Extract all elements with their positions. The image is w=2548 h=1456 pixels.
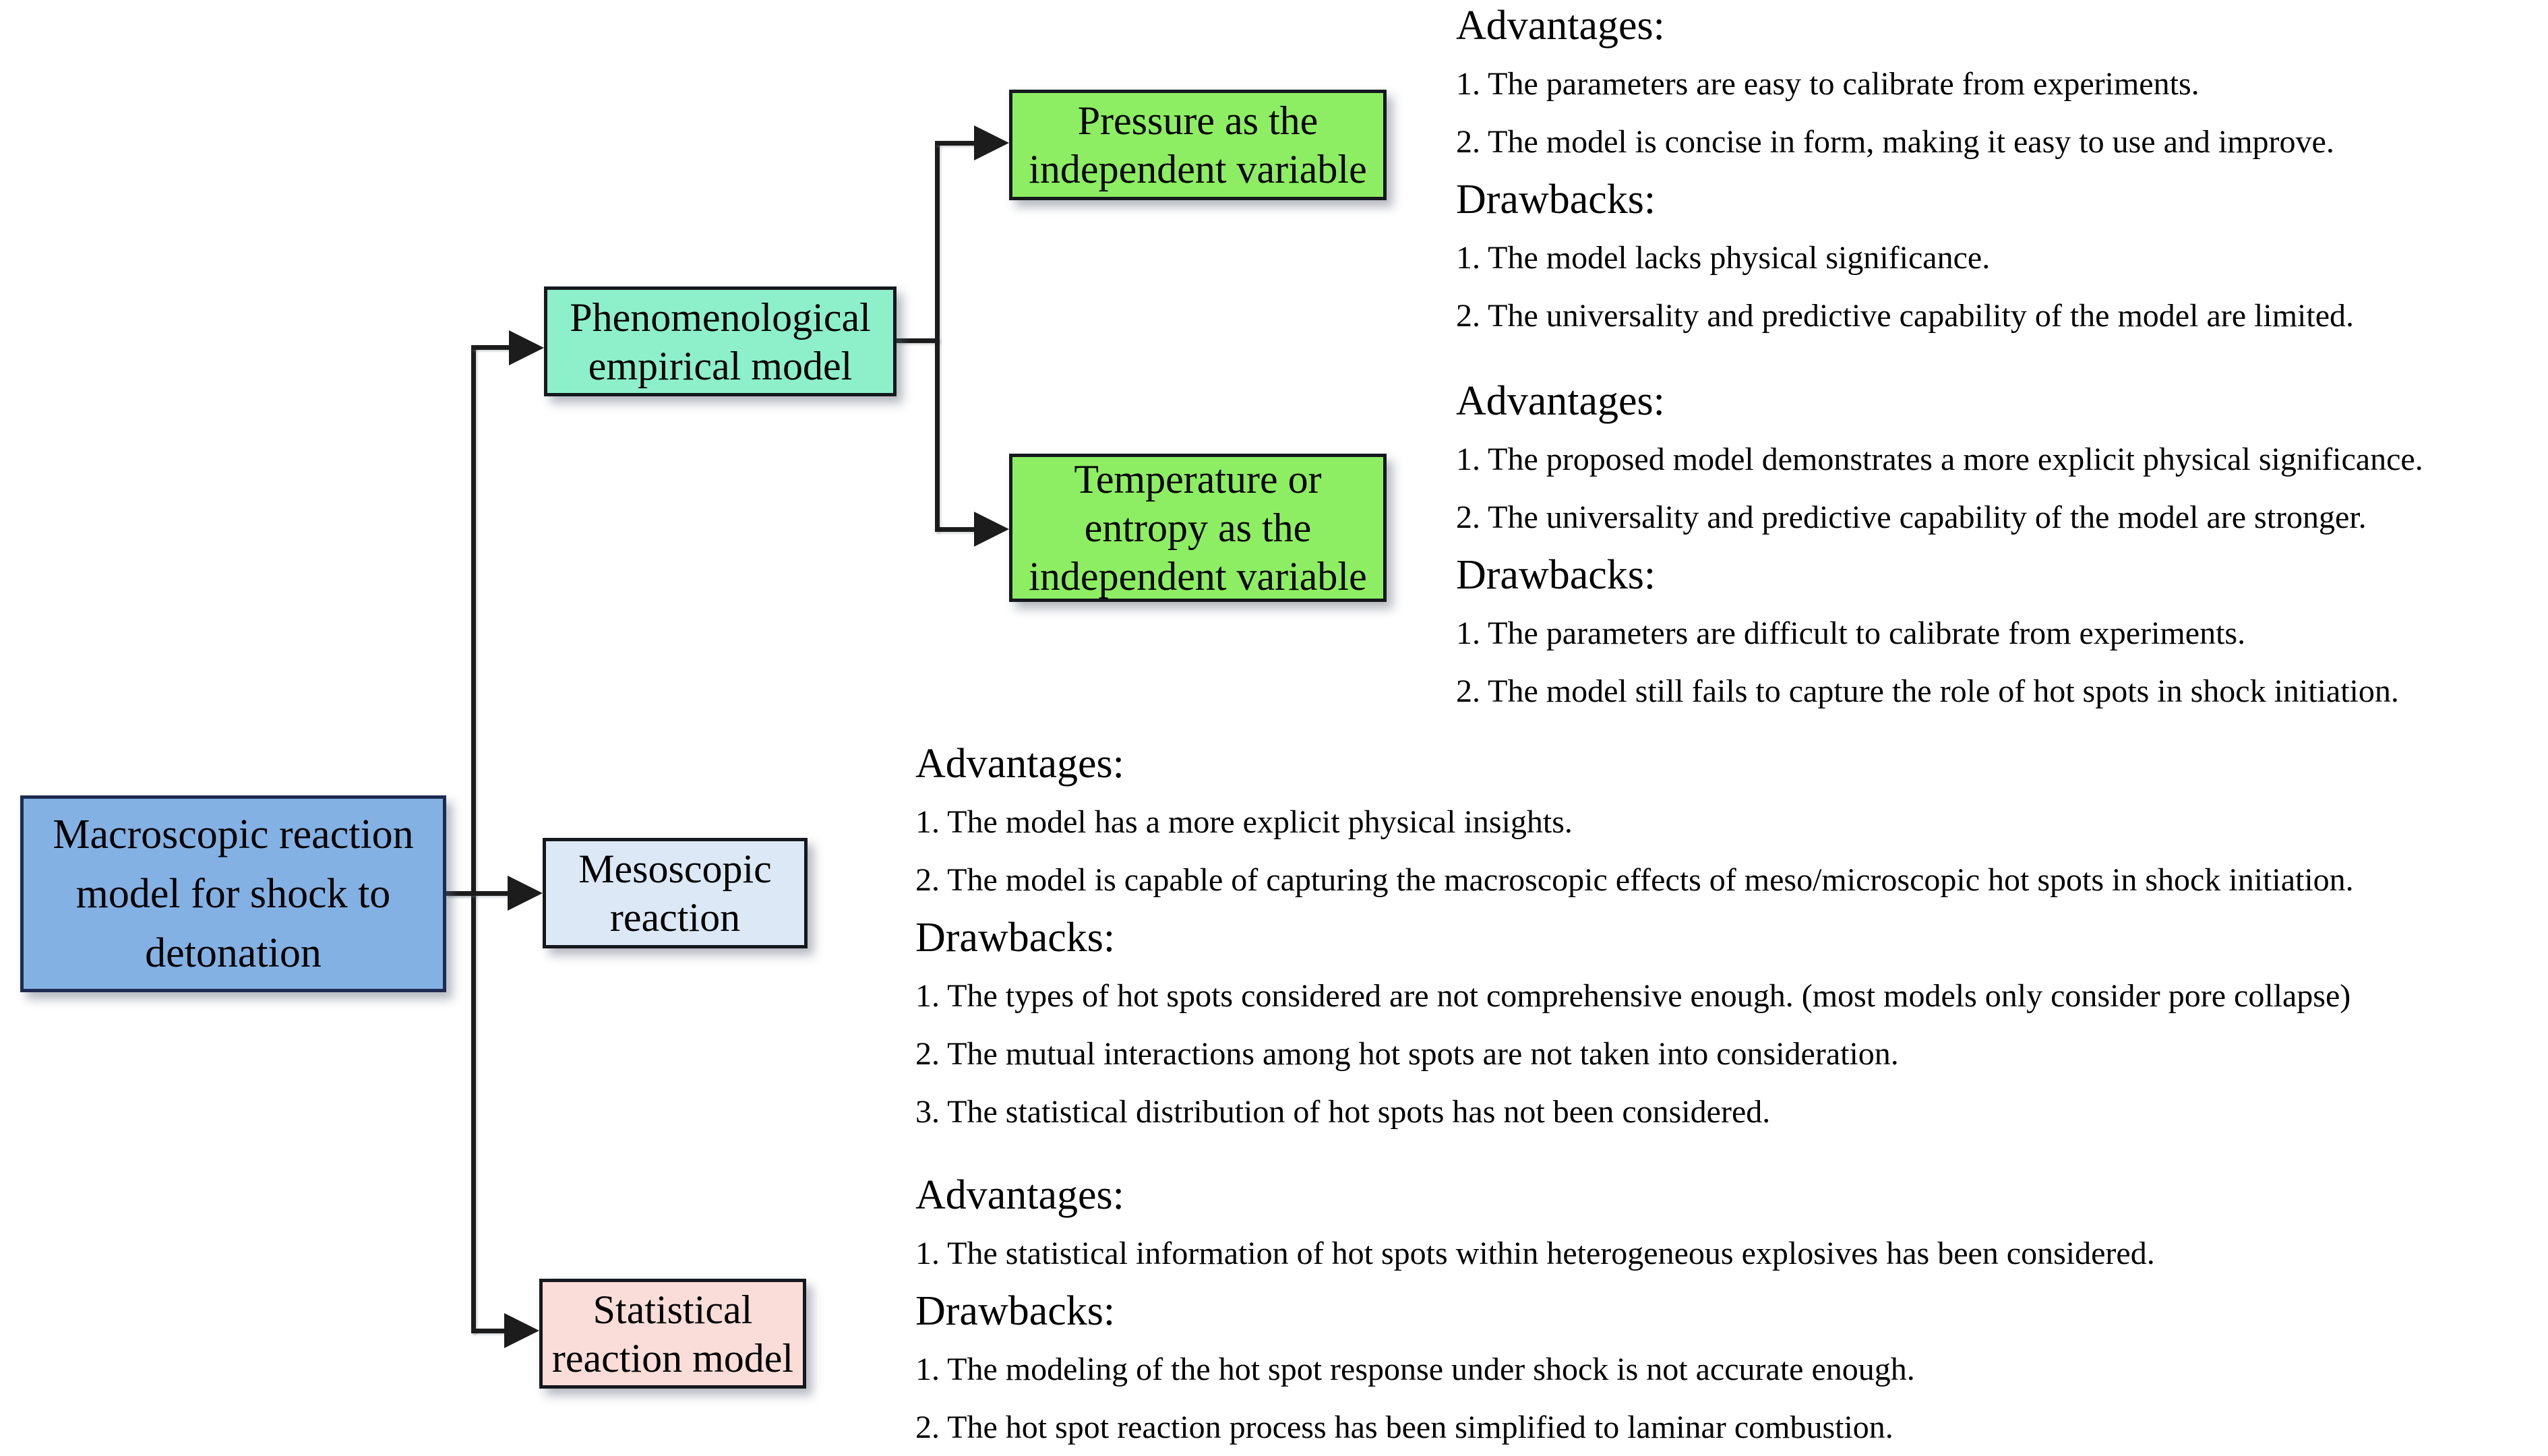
node-label: Pressure as the independent variable: [1029, 98, 1367, 191]
node-phenomenological-empirical-model: [544, 286, 897, 396]
advantage-item: 2. The model is capable of capturing the macroscopic effects of meso/microscopic hot spots in shock initiation.: [915, 861, 2354, 898]
advantage-item: 2. The model is concise in form, making it easy to use and improve.: [1456, 123, 2334, 160]
node-pressure-independent-variable: [1009, 90, 1387, 200]
arrowhead-icon: [508, 876, 543, 911]
edge-branch-mesoscopic: [446, 891, 510, 896]
node-label: Macroscopic reaction model for shock to detonation: [53, 812, 414, 976]
edge-phenomenological-to-trunk: [897, 338, 940, 343]
drawback-item: 3. The statistical distribution of hot spots has not been considered.: [915, 1093, 1771, 1130]
drawbacks-heading: Drawbacks:: [915, 1287, 1116, 1334]
node-temperature-entropy-independent-variable: [1009, 454, 1387, 602]
arrowhead-icon: [974, 512, 1009, 547]
advantage-item: 1. The model has a more explicit physical insights.: [915, 803, 1573, 840]
arrowhead-icon: [504, 1313, 539, 1348]
edge-branch-pressure: [935, 141, 975, 146]
edge-trunk-level2: [935, 141, 940, 532]
drawback-item: 1. The model lacks physical significance.: [1456, 239, 1991, 276]
drawbacks-heading: Drawbacks:: [1456, 551, 1656, 598]
advantages-heading: Advantages:: [1456, 2, 1665, 49]
advantages-heading: Advantages:: [915, 1172, 1124, 1218]
advantages-heading: Advantages:: [1456, 377, 1665, 424]
drawbacks-heading: Drawbacks:: [1456, 176, 1656, 222]
advantage-item: 1. The statistical information of hot spots within heterogeneous explosives has been considered.: [915, 1235, 2155, 1271]
drawback-item: 1. The modeling of the hot spot response under shock is not accurate enough.: [915, 1351, 1915, 1387]
node-statistical-reaction-model: [539, 1279, 806, 1389]
node-label: Mesoscopic reaction: [578, 847, 772, 940]
drawback-item: 2. The universality and predictive capability of the model are limited.: [1456, 297, 2355, 334]
edge-branch-temperature: [935, 527, 975, 532]
drawback-item: 2. The hot spot reaction process has been simplified to laminar combustion.: [915, 1409, 1893, 1445]
advantage-item: 2. The universality and predictive capability of the model are stronger.: [1456, 499, 2367, 535]
edge-branch-statistical: [471, 1329, 508, 1333]
notes-panel-statistical: [915, 1166, 2155, 1456]
arrowhead-icon: [974, 125, 1009, 160]
drawback-item: 1. The parameters are difficult to calibrate from experiments.: [1456, 615, 2246, 651]
node-label: Phenomenological empirical model: [570, 295, 871, 388]
drawback-item: 1. The types of hot spots considered are not comprehensive enough. (most models only consider pore collapse): [915, 977, 2351, 1014]
advantage-item: 1. The proposed model demonstrates a more explicit physical significance.: [1456, 441, 2423, 477]
node-label: Statistical reaction model: [551, 1287, 794, 1381]
drawbacks-heading: Drawbacks:: [915, 914, 1116, 961]
advantages-heading: Advantages:: [915, 740, 1124, 787]
notes-panel-mesoscopic: [915, 735, 2354, 1141]
edge-branch-phenomenological: [471, 345, 513, 350]
notes-panel-pressure: [1456, 0, 2354, 344]
arrowhead-icon: [509, 330, 544, 365]
node-macroscopic-reaction-model: [20, 795, 446, 992]
node-label: Temperature or entropy as the independent variable: [1029, 457, 1367, 599]
drawback-item: 2. The model still fails to capture the role of hot spots in shock initiation.: [1456, 673, 2399, 709]
drawback-item: 2. The mutual interactions among hot spots are not taken into consideration.: [915, 1035, 1899, 1072]
node-mesoscopic-reaction: [543, 838, 808, 948]
notes-panel-temperature: [1456, 372, 2423, 720]
edge-trunk-level1: [471, 345, 476, 1333]
advantage-item: 1. The parameters are easy to calibrate from experiments.: [1456, 65, 2200, 102]
